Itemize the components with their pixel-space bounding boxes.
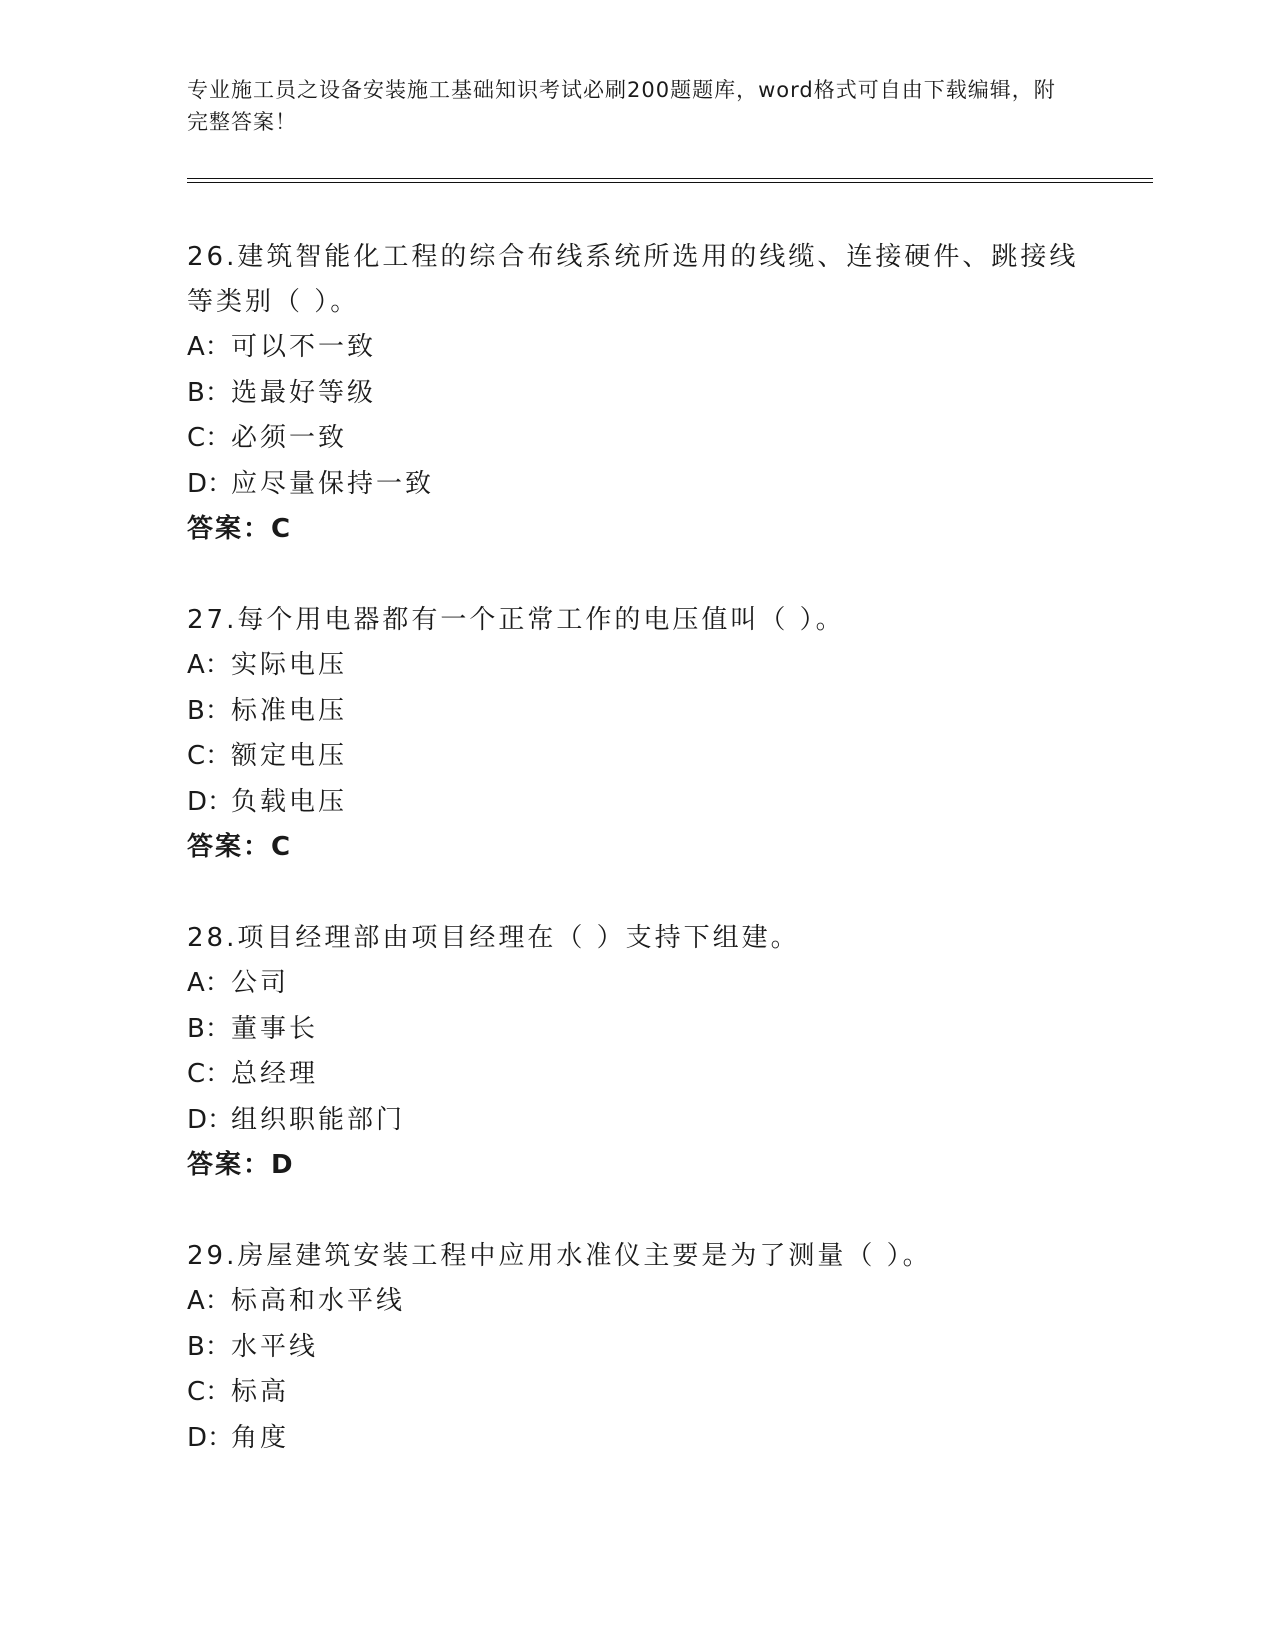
option-b	[187, 689, 1087, 735]
option-label: D：	[187, 786, 234, 817]
option-text: 选最好等级	[231, 377, 377, 408]
answer-value: D	[271, 1150, 293, 1180]
option-text: 额定电压	[231, 741, 348, 771]
option-label: A：	[187, 650, 231, 680]
option-label: D：	[187, 468, 234, 499]
option-text: 应尽量保持一致	[231, 468, 435, 499]
option-a	[187, 325, 1087, 371]
option-label: C：	[187, 1377, 232, 1407]
option-c	[187, 416, 1087, 462]
answer-label: 答案：	[187, 1150, 272, 1180]
option-d	[187, 462, 1087, 508]
answer-value: C	[271, 514, 291, 544]
question-28	[187, 916, 1087, 1188]
option-label: A：	[187, 968, 231, 998]
option-a	[187, 1279, 1087, 1325]
option-text: 角度	[231, 1422, 290, 1453]
answer	[187, 1143, 1087, 1188]
question-29	[187, 1234, 1087, 1461]
option-text: 必须一致	[231, 423, 348, 453]
option-text: 可以不一致	[231, 332, 377, 362]
option-d	[187, 1416, 1087, 1462]
option-text: 董事长	[231, 1013, 319, 1044]
answer-value: C	[271, 832, 291, 862]
question-26	[187, 235, 1087, 552]
option-b	[187, 1325, 1087, 1371]
option-text: 标高和水平线	[231, 1286, 406, 1316]
option-b	[187, 1007, 1087, 1053]
answer-label: 答案：	[187, 514, 272, 544]
document-header: 专业施工员之设备安装施工基础知识考试必刷200题题库，word格式可自由下载编辑，附完整答案！	[187, 78, 1056, 134]
answer	[187, 507, 1087, 552]
option-label: B：	[187, 695, 231, 726]
header-divider-top	[187, 178, 1153, 179]
question-text: 28.项目经理部由项目经理在（ ）支持下组建。	[187, 923, 800, 953]
option-c	[187, 734, 1087, 780]
answer-label: 答案：	[187, 832, 272, 862]
option-text: 组织职能部门	[231, 1104, 406, 1135]
option-label: D：	[187, 1422, 234, 1453]
question-text: 29.房屋建筑安装工程中应用水准仪主要是为了测量（ ）。	[187, 1241, 932, 1271]
header-divider-bottom	[187, 182, 1153, 183]
option-c	[187, 1052, 1087, 1098]
option-label: B：	[187, 377, 231, 408]
option-label: C：	[187, 1059, 232, 1089]
option-label: B：	[187, 1331, 231, 1362]
option-text: 实际电压	[231, 650, 348, 680]
option-b	[187, 371, 1087, 417]
option-text: 水平线	[231, 1331, 319, 1362]
option-label: B：	[187, 1013, 231, 1044]
option-a	[187, 643, 1087, 689]
option-text: 负载电压	[231, 786, 348, 817]
option-label: A：	[187, 332, 231, 362]
option-d	[187, 1098, 1087, 1144]
option-text: 总经理	[231, 1059, 319, 1089]
answer	[187, 825, 1087, 870]
option-a	[187, 961, 1087, 1007]
question-text: 26.建筑智能化工程的综合布线系统所选用的线缆、连接硬件、跳接线等类别（ ）。	[187, 242, 1079, 317]
option-text: 标准电压	[231, 695, 348, 726]
question-list	[187, 235, 1087, 1507]
option-text: 公司	[231, 968, 290, 998]
option-d	[187, 780, 1087, 826]
option-label: C：	[187, 423, 232, 453]
option-label: D：	[187, 1104, 234, 1135]
question-text: 27.每个用电器都有一个正常工作的电压值叫（ ）。	[187, 605, 845, 635]
option-text: 标高	[231, 1377, 290, 1407]
question-27	[187, 598, 1087, 870]
option-c	[187, 1370, 1087, 1416]
option-label: A：	[187, 1286, 231, 1316]
option-label: C：	[187, 741, 232, 771]
